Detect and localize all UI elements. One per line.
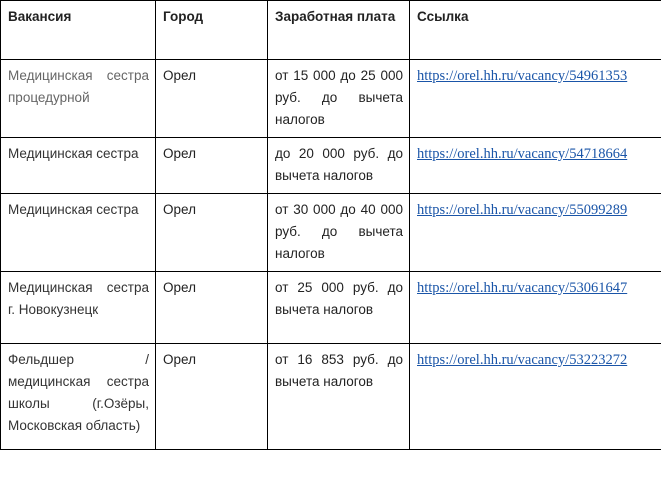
- city-cell: Орел: [156, 138, 268, 194]
- vacancy-link[interactable]: https://orel.hh.ru/vacancy/53061647: [417, 280, 628, 296]
- table-row: [1, 138, 661, 194]
- link-cell: [410, 138, 661, 194]
- salary-cell: от 25 000 руб. до вычета налогов: [268, 272, 410, 344]
- header-salary: Заработная плата: [268, 1, 410, 60]
- table-row: [1, 272, 661, 344]
- link-cell: [410, 344, 661, 450]
- header-link: Ссылка: [410, 1, 661, 60]
- salary-cell: до 20 000 руб. до вычета налогов: [268, 138, 410, 194]
- position-cell: Фельдшер / медицинская сестра школы (г.Озёры, Московская область): [1, 344, 156, 450]
- link-cell: [410, 194, 661, 272]
- position-cell: Медицинская сестра: [1, 194, 156, 272]
- header-position: Вакансия: [1, 1, 156, 60]
- position-cell: Медицинская сестра: [1, 138, 156, 194]
- link-cell: [410, 272, 661, 344]
- link-cell: [410, 60, 661, 138]
- position-cell: Медицинская сестра процедурной: [1, 60, 156, 138]
- vacancy-link[interactable]: https://orel.hh.ru/vacancy/54718664: [417, 146, 628, 162]
- header-city: Город: [156, 1, 268, 60]
- salary-cell: от 15 000 до 25 000 руб. до вычета налогов: [268, 60, 410, 138]
- vacancy-link[interactable]: https://orel.hh.ru/vacancy/54961353: [417, 68, 628, 84]
- city-cell: Орел: [156, 60, 268, 138]
- salary-cell: от 16 853 руб. до вычета налогов: [268, 344, 410, 450]
- city-cell: Орел: [156, 272, 268, 344]
- position-cell: Медицинская сестра г. Новокузнецк: [1, 272, 156, 344]
- table-row: [1, 194, 661, 272]
- city-cell: Орел: [156, 194, 268, 272]
- table-row: [1, 344, 661, 450]
- vacancy-link[interactable]: https://orel.hh.ru/vacancy/53223272: [417, 352, 628, 368]
- salary-cell: от 30 000 до 40 000 руб. до вычета налогов: [268, 194, 410, 272]
- table-header-row: [1, 1, 661, 60]
- table-row: [1, 60, 661, 138]
- vacancy-link[interactable]: https://orel.hh.ru/vacancy/55099289: [417, 202, 628, 218]
- city-cell: Орел: [156, 344, 268, 450]
